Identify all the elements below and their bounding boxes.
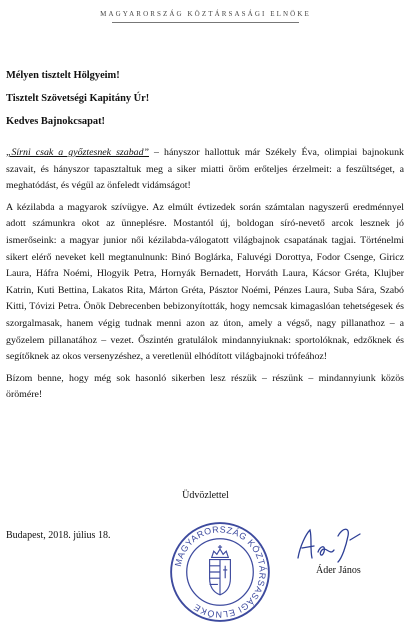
closing: Üdvözlettel bbox=[182, 490, 229, 501]
handwritten-signature bbox=[290, 522, 370, 566]
paragraph-1-text: – hányszor hallottuk már Székely Éva, olimpiai bajnokunk szavait, és hányszor tapasztaltuk meg a siker miatti öröm erőteljes érzelmeit: a feszültséget, a meghatódást, és végül az önfeledt vidámságot! bbox=[6, 147, 404, 192]
seal-text: MAGYARORSZÁG KÖZTÁRSASÁGI ELNÖKE bbox=[172, 524, 268, 620]
letterhead-rule bbox=[112, 22, 299, 23]
salutation-1: Mélyen tisztelt Hölgyeim! bbox=[6, 70, 120, 81]
signer-name: Áder János bbox=[316, 565, 361, 576]
coat-of-arms-icon bbox=[210, 545, 231, 595]
letterhead: MAGYARORSZÁG KÖZTÁRSASÁGI ELNÖKE bbox=[100, 10, 311, 18]
paragraph-3: Bízom benne, hogy még sok hasonló sikerben lesz részük – részünk – mindannyiunk közös örömére! bbox=[6, 372, 404, 401]
place-date: Budapest, 2018. július 18. bbox=[6, 530, 111, 541]
letter-body bbox=[6, 145, 404, 409]
presidential-seal bbox=[168, 520, 272, 624]
paragraph-1 bbox=[6, 145, 404, 195]
salutation-2: Tisztelt Szövetségi Kapitány Úr! bbox=[6, 93, 150, 104]
paragraph-2: A kézilabda a magyarok szívügye. Az elmúlt évtizedek során számtalan nagyszerű eredménnyel adott számunkra okot az ünneplésre. Mostantól új, boldogan síró-nevető arcok lesznek jó ismerőseink: a magyar junior női kézilabda-válogatott világbajnok csapatának tagjai. Történelmi sikert elérő neveket kell megtanulnunk: Binó Boglárka, Faluvégi Dorottya, Fodor Csenge, Giricz Laura, Háfra Noémi, Hlogyik Petra, Hornyák Bernadett, Horváth Laura, Kácsor Gréta, Klujber Katrin, Kuti Bettina, Lakatos Rita, Márton Gréta, Pásztor Noémi, Pénzes Laura, Suba Sára, Szabó Kitti, Tóvizi Petra. Önök Debrecenben bebizonyították, hogy nemcsak kimagaslóan tehetségesek és szorgalmasak, hanem végig tudnak menni azon az úton, amely a végső, nagy pillanathoz – a győzelem pillanatához – vezet. Őszintén gratulálok mindannyiuknak: sportolóknak, edzőknek és segítőknek az okos versenyzéshez, a veretlenül elhódított világbajnoki trófeához! bbox=[6, 201, 404, 363]
salutation-3: Kedves Bajnokcsapat! bbox=[6, 116, 106, 127]
quote: „Sírni csak a győztesnek szabad” bbox=[6, 147, 150, 158]
